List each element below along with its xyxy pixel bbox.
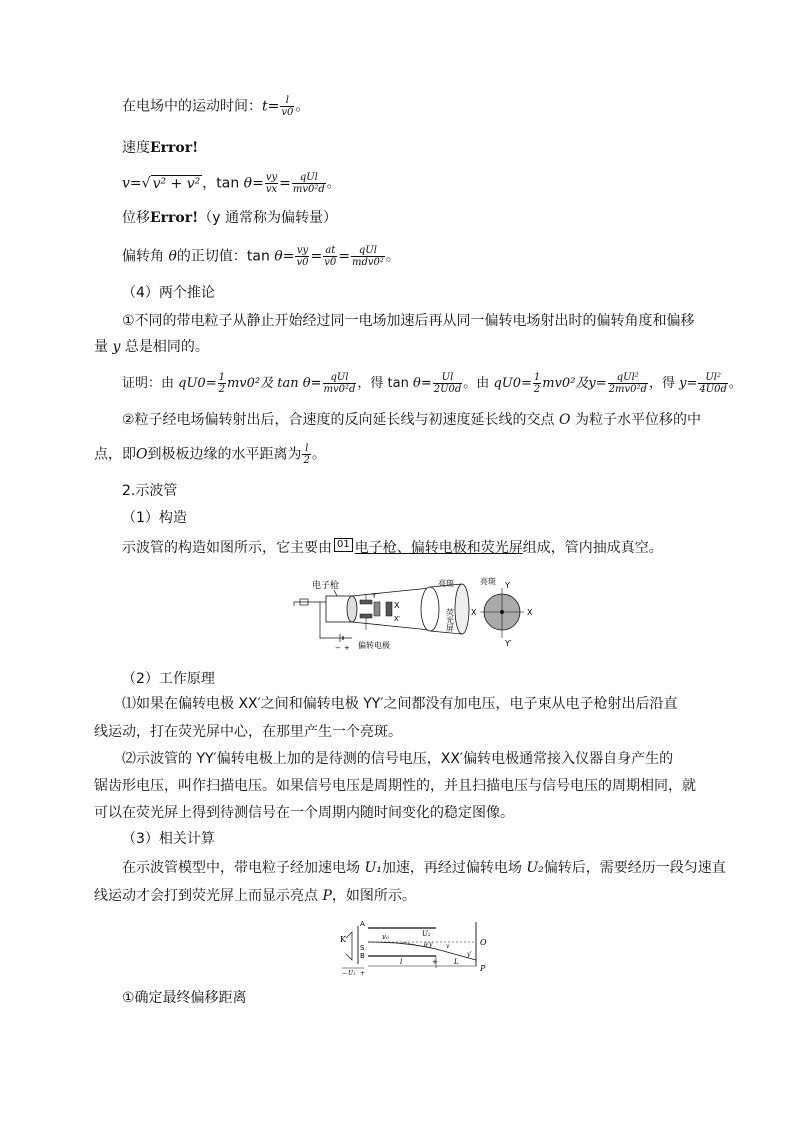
a-label: A xyxy=(360,920,365,928)
k-label: K xyxy=(340,935,346,944)
denominator: v0 xyxy=(281,107,294,118)
text: 。 xyxy=(311,446,326,463)
text: ②粒子经电场偏转射出后，合速度的反向延长线与初速度延长线的交点 xyxy=(122,412,555,428)
fraction xyxy=(218,372,226,395)
paragraph-line: ⑵示波管的 YY′偏转电极上加的是待测的信号电压，XX′偏转电极通常接入仪器自身产生的 xyxy=(122,751,674,767)
numerator: qUl xyxy=(299,172,318,183)
deflection-plate xyxy=(360,614,372,618)
error-text: Error! xyxy=(150,140,199,156)
text: = xyxy=(279,175,291,192)
proof-line xyxy=(122,372,742,395)
tube-wall xyxy=(352,588,430,596)
var: θ xyxy=(302,376,311,391)
text: 线运动才会打到荧光屏上而显示亮点 xyxy=(94,888,318,904)
numerator: Ul² xyxy=(705,372,721,383)
sqrt: √ v² + v² xyxy=(141,175,201,192)
fraction xyxy=(698,372,728,395)
paragraph-line: ⑴如果在偏转电极 XX′之间和偏转电极 YY′之间都没有加电压，电子束从电子枪射出后沿直 xyxy=(122,696,678,712)
tube-wall xyxy=(352,622,430,630)
numerator: 1 xyxy=(218,372,225,383)
paragraph-line: ①确定最终偏移距离 xyxy=(122,990,247,1006)
fraction xyxy=(323,245,337,268)
oscilloscope-diagram xyxy=(290,574,540,654)
deflection-angle-line xyxy=(122,245,400,268)
numerator: qUl xyxy=(330,372,349,383)
formula: y= xyxy=(679,376,698,391)
paragraph-line xyxy=(122,538,663,558)
paragraph-line: 锯齿形电压，叫作扫描电压。如果信号电压是周期性的，并且扫描电压与信号电压的周期相同，就 xyxy=(94,778,696,794)
denominator: v0 xyxy=(296,257,309,268)
paragraph-line: 可以在荧光屏上得到待测信号在一个周期内随时间变化的稳定图像。 xyxy=(94,805,514,821)
numerator: qUl² xyxy=(616,372,639,383)
p-label: P xyxy=(480,964,486,973)
y-label: Y xyxy=(505,581,510,590)
text: （y 通常称为偏转量） xyxy=(198,210,338,226)
section-heading: 2.示波管 xyxy=(122,483,178,499)
fraction xyxy=(302,443,310,466)
text: 速度 xyxy=(122,140,150,156)
displacement-line xyxy=(122,208,337,228)
formula: qU0= xyxy=(493,376,532,391)
text: = xyxy=(282,248,295,265)
denominator: 2 xyxy=(218,384,225,395)
plus-label: + xyxy=(360,970,366,976)
gun-end xyxy=(347,596,357,622)
var: t xyxy=(262,98,268,115)
var: P xyxy=(322,888,332,904)
v0-label: v₀ xyxy=(382,933,389,941)
numerator: qUl xyxy=(358,245,377,256)
text: = xyxy=(252,175,264,192)
denominator: 2mv0²d xyxy=(608,384,647,395)
subsection-heading: （3）相关计算 xyxy=(122,831,215,847)
section-heading: （4）两个推论 xyxy=(122,285,215,301)
screen-face xyxy=(455,584,469,634)
denominator: 4U0d xyxy=(699,384,727,395)
fraction xyxy=(351,245,385,268)
u2-label: U₂ xyxy=(422,930,431,938)
formula: qU0= xyxy=(178,376,217,391)
text: = xyxy=(310,248,323,265)
minus-sign: − xyxy=(335,644,341,652)
denominator: 2 xyxy=(303,455,310,466)
denominator: mv0²d xyxy=(292,184,325,195)
numerator: l xyxy=(285,95,289,106)
plus-sign: + xyxy=(344,644,350,652)
text: 总是相同的。 xyxy=(124,339,209,355)
text: 证明：由 xyxy=(122,376,175,391)
theta-label: θ xyxy=(424,942,428,949)
text: 到极板边缘的水平距离为 xyxy=(147,446,302,463)
numerator: vy xyxy=(296,245,309,256)
text: = xyxy=(420,376,432,391)
var: θ xyxy=(243,175,253,192)
text: 量 xyxy=(94,339,108,355)
fraction xyxy=(608,372,648,395)
var: U₂ xyxy=(526,860,544,876)
spot-label: 亮斑 xyxy=(438,579,454,588)
o-label: O xyxy=(480,938,487,947)
motion-time-line xyxy=(122,95,309,118)
velocity-formula-line xyxy=(122,172,341,195)
denominator: 2U0d xyxy=(433,384,462,395)
fraction xyxy=(323,372,357,395)
x-label: X xyxy=(471,608,477,617)
l-label: l xyxy=(400,958,403,966)
wire xyxy=(294,602,312,606)
paragraph-line xyxy=(122,858,726,878)
text: 偏转角 xyxy=(122,248,164,265)
fraction xyxy=(295,245,309,268)
paragraph-line: ①不同的带电粒子从静止开始经过同一电场加速后再从同一偏转电场射出时的偏转角度和偏移 xyxy=(122,313,695,329)
numerator: vy xyxy=(265,172,278,183)
fraction xyxy=(533,372,541,395)
text: = xyxy=(310,376,322,391)
paragraph-line xyxy=(94,886,416,906)
electrode-label: 偏转电极 xyxy=(358,641,390,650)
blank-number-box: 01 xyxy=(334,538,353,552)
deflection-plate xyxy=(360,600,372,604)
text: ，tan xyxy=(202,175,240,192)
text: 加速，再经过偏转电场 xyxy=(381,860,522,876)
denominator: v0 xyxy=(324,257,337,268)
underlined-answer: 电子枪、偏转电极和荧光屏 xyxy=(354,540,523,556)
text: = xyxy=(267,98,280,115)
fraction xyxy=(433,372,463,395)
screen-label: 荧光屏 xyxy=(445,608,455,632)
deflection-model-diagram xyxy=(336,916,492,976)
subsection-heading: （1）构造 xyxy=(122,510,187,526)
plus-label: + xyxy=(432,958,438,966)
var: U₁ xyxy=(364,860,382,876)
y-label: Y xyxy=(372,592,377,600)
fraction xyxy=(292,172,326,195)
text: ，得 xyxy=(648,376,675,391)
text: = xyxy=(338,248,350,265)
y-label: y xyxy=(429,941,433,948)
denominator: 2 xyxy=(533,384,541,395)
text: 在电场中的运动时间： xyxy=(122,98,262,115)
text: 。由 xyxy=(463,376,490,391)
x-prime-label: X′ xyxy=(394,615,401,623)
var: θ xyxy=(168,248,177,265)
text: 点，即 xyxy=(94,446,136,463)
spot-label: 亮斑 xyxy=(480,577,496,586)
paragraph-line xyxy=(122,410,701,430)
subsection-heading: （2）工作原理 xyxy=(122,671,215,687)
denominator: mdv0² xyxy=(351,257,384,268)
text: 组成，管内抽成真空。 xyxy=(522,540,663,556)
deflection-plate xyxy=(374,602,380,616)
numerator: l xyxy=(305,443,309,454)
error-text: Error! xyxy=(150,210,199,226)
text: 示波管的构造如图所示，它主要由 xyxy=(122,540,332,556)
cathode xyxy=(346,932,352,960)
paragraph-line xyxy=(94,443,326,466)
text: 。 xyxy=(728,376,742,391)
text: 偏转后，需要经历一段匀速直 xyxy=(543,860,726,876)
denominator: mv0²d xyxy=(323,384,356,395)
text: 在示波管模型中，带电粒子经加速电场 xyxy=(122,860,360,876)
denominator: vx xyxy=(265,184,278,195)
var: O xyxy=(559,412,571,428)
b-label: B xyxy=(360,952,365,960)
screen-outline xyxy=(421,587,439,631)
y-prime-label: Y′ xyxy=(505,639,512,648)
radicand: v² + v² xyxy=(152,175,201,192)
var: v xyxy=(122,175,130,192)
deflection-plate xyxy=(386,602,392,616)
text: 。 xyxy=(295,98,310,115)
paragraph-line xyxy=(94,337,209,357)
x-label: X xyxy=(527,608,533,617)
text: ，如图所示。 xyxy=(331,888,416,904)
fraction xyxy=(280,95,294,118)
yprime-label: y′ xyxy=(467,951,472,958)
text: 为粒子水平位移的中 xyxy=(574,412,701,428)
var: θ xyxy=(274,248,283,265)
var: O xyxy=(136,446,148,463)
numerator: Ul xyxy=(441,372,454,383)
gun-label: 电子枪 xyxy=(312,581,340,591)
formula: mv0²及 xyxy=(542,376,589,391)
text: = xyxy=(129,175,142,192)
text: 。 xyxy=(385,248,400,265)
text: ，得 tan xyxy=(357,376,409,391)
velocity-line xyxy=(122,138,198,158)
x-label: X xyxy=(394,601,400,610)
s-label: S xyxy=(360,944,365,952)
formula: mv0²及 tan xyxy=(226,376,299,391)
u1-label: U₁ xyxy=(348,970,356,976)
numerator: at xyxy=(325,245,336,256)
text: 的正切值：tan xyxy=(176,248,270,265)
big-l-label: L xyxy=(454,958,459,966)
minus-label: − xyxy=(342,970,348,976)
numerator: 1 xyxy=(533,372,541,383)
v-label: v xyxy=(446,943,450,950)
paragraph-line: 线运动，打在荧光屏中心，在那里产生一个亮斑。 xyxy=(94,724,402,740)
text: 。 xyxy=(326,175,341,192)
text: 位移 xyxy=(122,210,150,226)
var: θ xyxy=(412,376,421,391)
trajectory xyxy=(368,942,476,960)
fraction xyxy=(265,172,278,195)
bright-spot xyxy=(500,610,504,614)
var: y xyxy=(112,339,121,355)
formula: y= xyxy=(588,376,607,391)
